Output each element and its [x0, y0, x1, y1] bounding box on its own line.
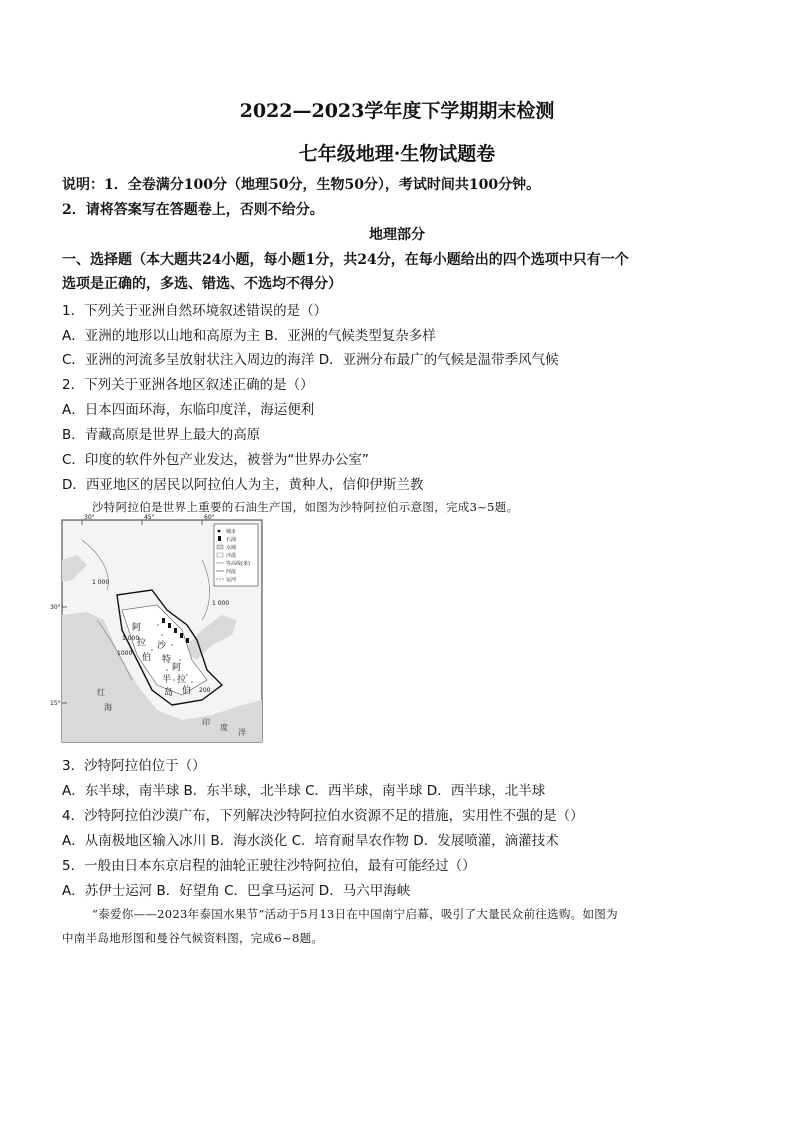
map-label-char: 拉: [137, 638, 147, 648]
map-label-char: 伯: [142, 653, 152, 663]
section-heading-line1: 一、选择题（本大题共24小题，每小题1分，共24分，在每小题给出的四个选项中只有一个: [62, 252, 629, 268]
note-2: 2．请将答案写在答题卷上，否则不给分。: [62, 202, 324, 218]
map-label-char: 沙: [157, 641, 167, 651]
question-2: 2．下列关于亚洲各地区叙述正确的是（）: [62, 377, 314, 393]
map-lon-45: 45°: [144, 514, 155, 521]
question-1-options-cd: C．亚洲的河流多呈放射状注入周边的海洋 D．亚洲分布最广的气候是温带季风气候: [62, 352, 559, 368]
question-4: 4．沙特阿拉伯沙漠广布，下列解决沙特阿拉伯水资源不足的措施，实用性不强的是（）: [62, 808, 584, 824]
map-legend-water: 水域: [226, 545, 237, 551]
map-sea-char: 海: [104, 703, 112, 712]
map-contour-label: 1 000: [212, 600, 230, 607]
question-2-option-c: C．印度的软件外包产业发达，被誉为“世界办公室”: [62, 452, 369, 468]
map-lon-60: 60°: [204, 514, 215, 521]
map-lat-15: 15°: [50, 700, 61, 707]
map-label-char: 阿: [132, 623, 142, 633]
map-contour-label: 1 000: [122, 635, 140, 642]
question-4-options: A．从南极地区输入冰川 B．海水淡化 C．培育耐旱农作物 D．发展喷灌，滴灌技术: [62, 833, 559, 849]
section-name: 地理部分: [369, 227, 425, 243]
map-legend-canal: 运河: [226, 577, 237, 583]
map-lon-30: 30°: [84, 514, 95, 521]
map-label-char: 伯: [182, 686, 192, 696]
map-legend-contour: 等高线(米): [226, 561, 250, 567]
map-legend-oil: 石油: [226, 537, 237, 543]
map-contour-label: 1 000: [92, 579, 110, 586]
map-label-char: 岛: [164, 688, 174, 698]
map-legend-city: 城市: [226, 529, 237, 535]
page-title: 2022—2023学年度下学期期末检测: [239, 100, 555, 122]
map-sea-char: 印: [202, 718, 210, 727]
section-heading-line2: 选项是正确的，多选、错选、不选均不得分）: [62, 276, 342, 292]
question-3: 3．沙特阿拉伯位于（）: [62, 758, 206, 774]
map-sea-char: 洋: [238, 728, 246, 737]
map-label-char: 阿: [172, 663, 182, 673]
map-sea-char: 度: [220, 723, 228, 732]
map-contour-label: 1000: [117, 650, 133, 657]
question-2-option-d: D．西亚地区的居民以阿拉伯人为主，黄种人，信仰伊斯兰教: [62, 477, 424, 493]
saudi-arabia-map: [50, 514, 262, 742]
question-1-options-ab: A．亚洲的地形以山地和高原为主 B．亚洲的气候类型复杂多样: [62, 328, 436, 344]
question-5-options: A．苏伊士运河 B．好望角 C．巴拿马运河 D．马六甲海峡: [62, 883, 411, 899]
map-label-char: 半: [162, 675, 172, 685]
question-2-option-b: B．青藏高原是世界上最大的高原: [62, 427, 261, 443]
question-2-option-a: A．日本四面环海，东临印度洋，海运便利: [62, 402, 315, 418]
intro-questions-6-8-line2: 中南半岛地形图和曼谷气候资料图，完成6~8题。: [62, 931, 324, 945]
map-legend-river: 河流: [226, 569, 237, 575]
map-legend-desert: 沙漠: [226, 553, 237, 559]
intro-questions-6-8-line1: “泰爱你——2023年泰国水果节”活动于5月13日在中国南宁启幕，吸引了大量民众前往选购。如图为: [92, 907, 618, 921]
intro-questions-3-5: 沙特阿拉伯是世界上重要的石油生产国，如图为沙特阿拉伯示意图，完成3~5题。: [92, 500, 519, 514]
page-subtitle: 七年级地理·生物试题卷: [298, 143, 496, 165]
note-1: 说明：1．全卷满分100分（地理50分，生物50分），考试时间共100分钟。: [62, 177, 541, 193]
map-contour-label: 200: [199, 687, 211, 694]
map-label-char: 特: [162, 655, 172, 665]
map-label-char: 拉: [177, 675, 187, 685]
map-sea-char: 红: [97, 688, 105, 697]
question-1: 1．下列关于亚洲自然环境叙述错误的是（）: [62, 303, 328, 319]
question-5: 5．一般由日本东京启程的油轮正驶往沙特阿拉伯，最有可能经过（）: [62, 858, 476, 874]
map-lat-30: 30°: [50, 604, 61, 611]
question-3-options: A．东半球，南半球 B．东半球，北半球 C．西半球，南半球 D．西半球，北半球: [62, 783, 546, 799]
